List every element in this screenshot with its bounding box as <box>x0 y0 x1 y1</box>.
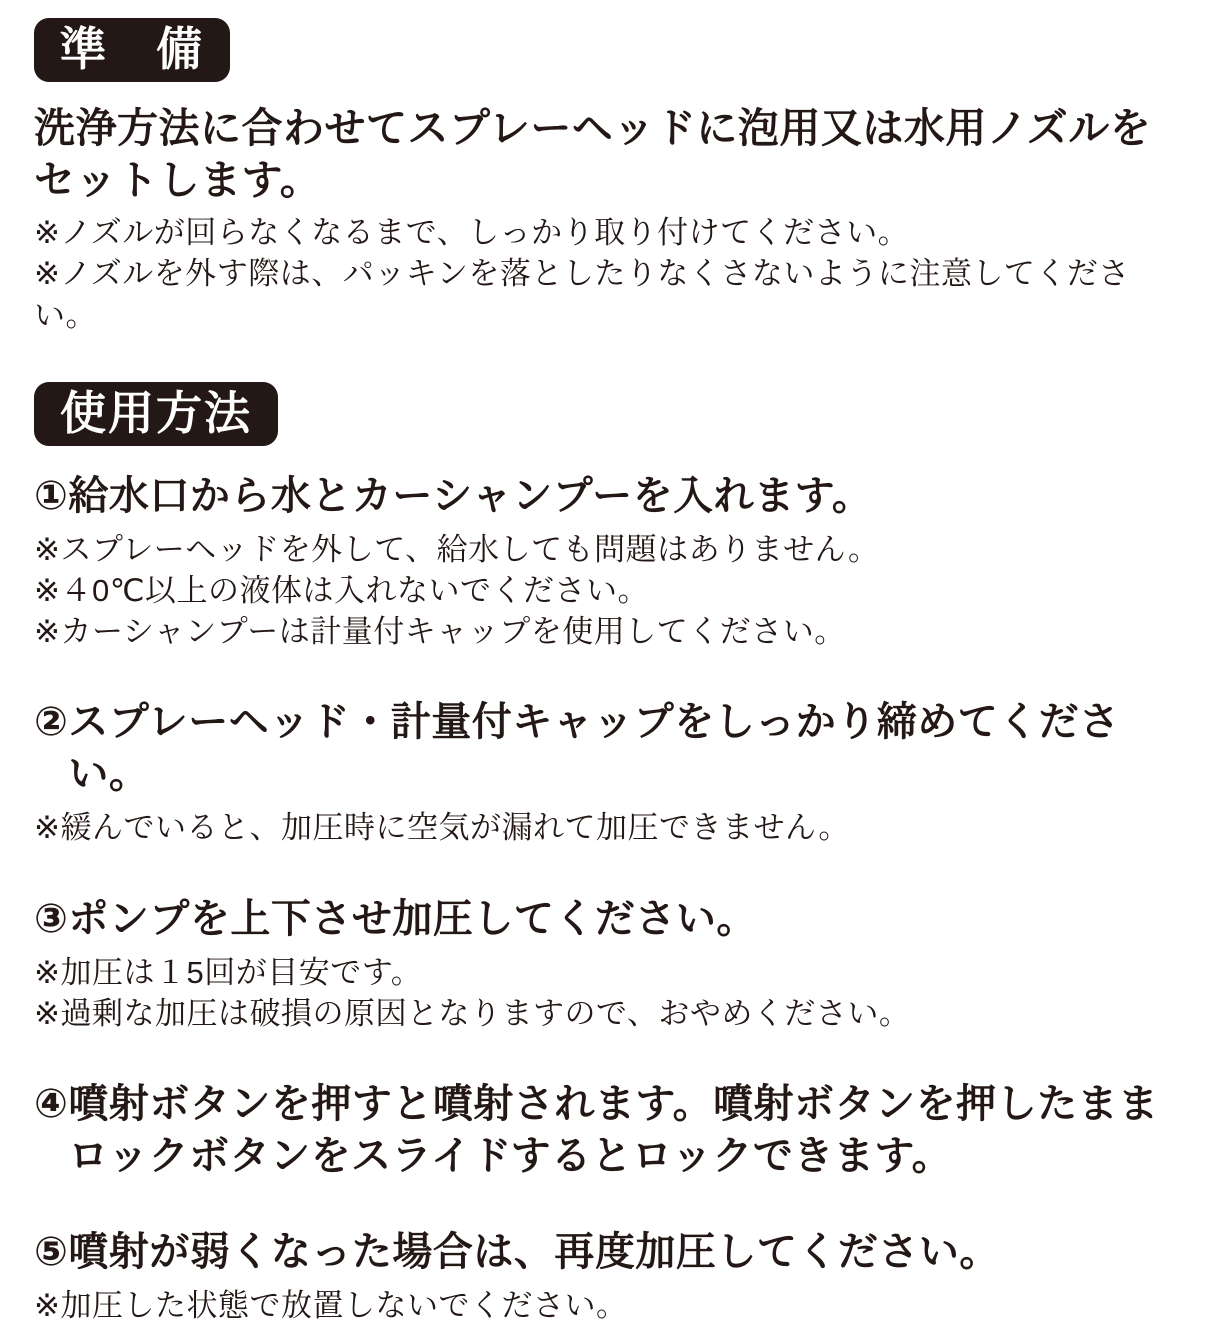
step-heading <box>34 1078 1188 1182</box>
usage-step-5 <box>34 1226 1188 1326</box>
preparation-note: ※ノズルが回らなくなるまで、しっかり取り付けてください。 <box>34 215 910 251</box>
step-heading <box>34 696 1188 800</box>
step-text-line: 噴射が弱くなった場合は、再度加圧してください。 <box>68 1230 1000 1275</box>
step-note: ※カーシャンプーは計量付キャップを使用してください。 <box>34 614 846 650</box>
preparation-notes <box>34 212 1188 336</box>
step-text <box>68 696 1188 800</box>
preparation-body-line: 洗浄方法に合わせてスプレーヘッドに泡用又は水用ノズルを <box>34 105 1152 151</box>
step-text <box>68 470 1188 522</box>
step-text <box>68 1226 1188 1278</box>
usage-step-1 <box>34 470 1188 653</box>
step-notes <box>34 1285 1188 1326</box>
step-number: ④ <box>34 1082 69 1127</box>
section-header-preparation: 準 備 <box>34 18 230 82</box>
section-header-usage: 使用方法 <box>34 382 278 446</box>
preparation-body-line: セットします。 <box>34 157 322 204</box>
usage-section <box>34 382 1188 1326</box>
preparation-note: ※ノズルを外す際は、パッキンを落としたりなくさないように注意してください。 <box>34 256 1130 333</box>
usage-step-3 <box>34 893 1188 1034</box>
step-note: ※緩んでいると、加圧時に空気が漏れて加圧できません。 <box>34 810 850 846</box>
step-heading <box>34 1226 1188 1278</box>
step-text-line: ロックボタンをスライドするとロックできます。 <box>68 1134 953 1179</box>
step-text-line: 給水口から水とカーシャンプーを入れます。 <box>68 473 873 518</box>
step-heading <box>34 893 1188 945</box>
step-text <box>68 893 1188 945</box>
usage-step-4 <box>34 1078 1188 1182</box>
step-note: ※加圧した状態で放置しないでください。 <box>34 1288 628 1324</box>
step-number: ⑤ <box>34 1230 69 1275</box>
step-note: ※過剰な加圧は破損の原因となりますので、おやめください。 <box>34 995 911 1031</box>
step-number: ③ <box>34 896 69 941</box>
preparation-body <box>34 102 1188 206</box>
preparation-section <box>34 18 1188 336</box>
step-notes <box>34 529 1188 653</box>
step-notes <box>34 952 1188 1034</box>
step-note: ※スプレーヘッドを外して、給水しても問題はありません。 <box>34 531 880 567</box>
step-text-line: 噴射ボタンを押すと噴射されます。噴射ボタンを押したまま <box>68 1082 1159 1127</box>
step-heading <box>34 470 1188 522</box>
step-number: ② <box>34 700 69 745</box>
step-note: ※加圧は１5回が目安です。 <box>34 954 423 990</box>
step-note: ※４0℃以上の液体は入れないでください。 <box>34 573 650 608</box>
usage-step-2 <box>34 696 1188 848</box>
step-text-line: スプレーヘッド・計量付キャップをしっかり締めてください。 <box>68 700 1120 797</box>
step-notes <box>34 807 1188 848</box>
step-number: ① <box>34 473 69 518</box>
step-text <box>68 1078 1188 1182</box>
step-text-line: ポンプを上下させ加圧してください。 <box>68 896 757 941</box>
